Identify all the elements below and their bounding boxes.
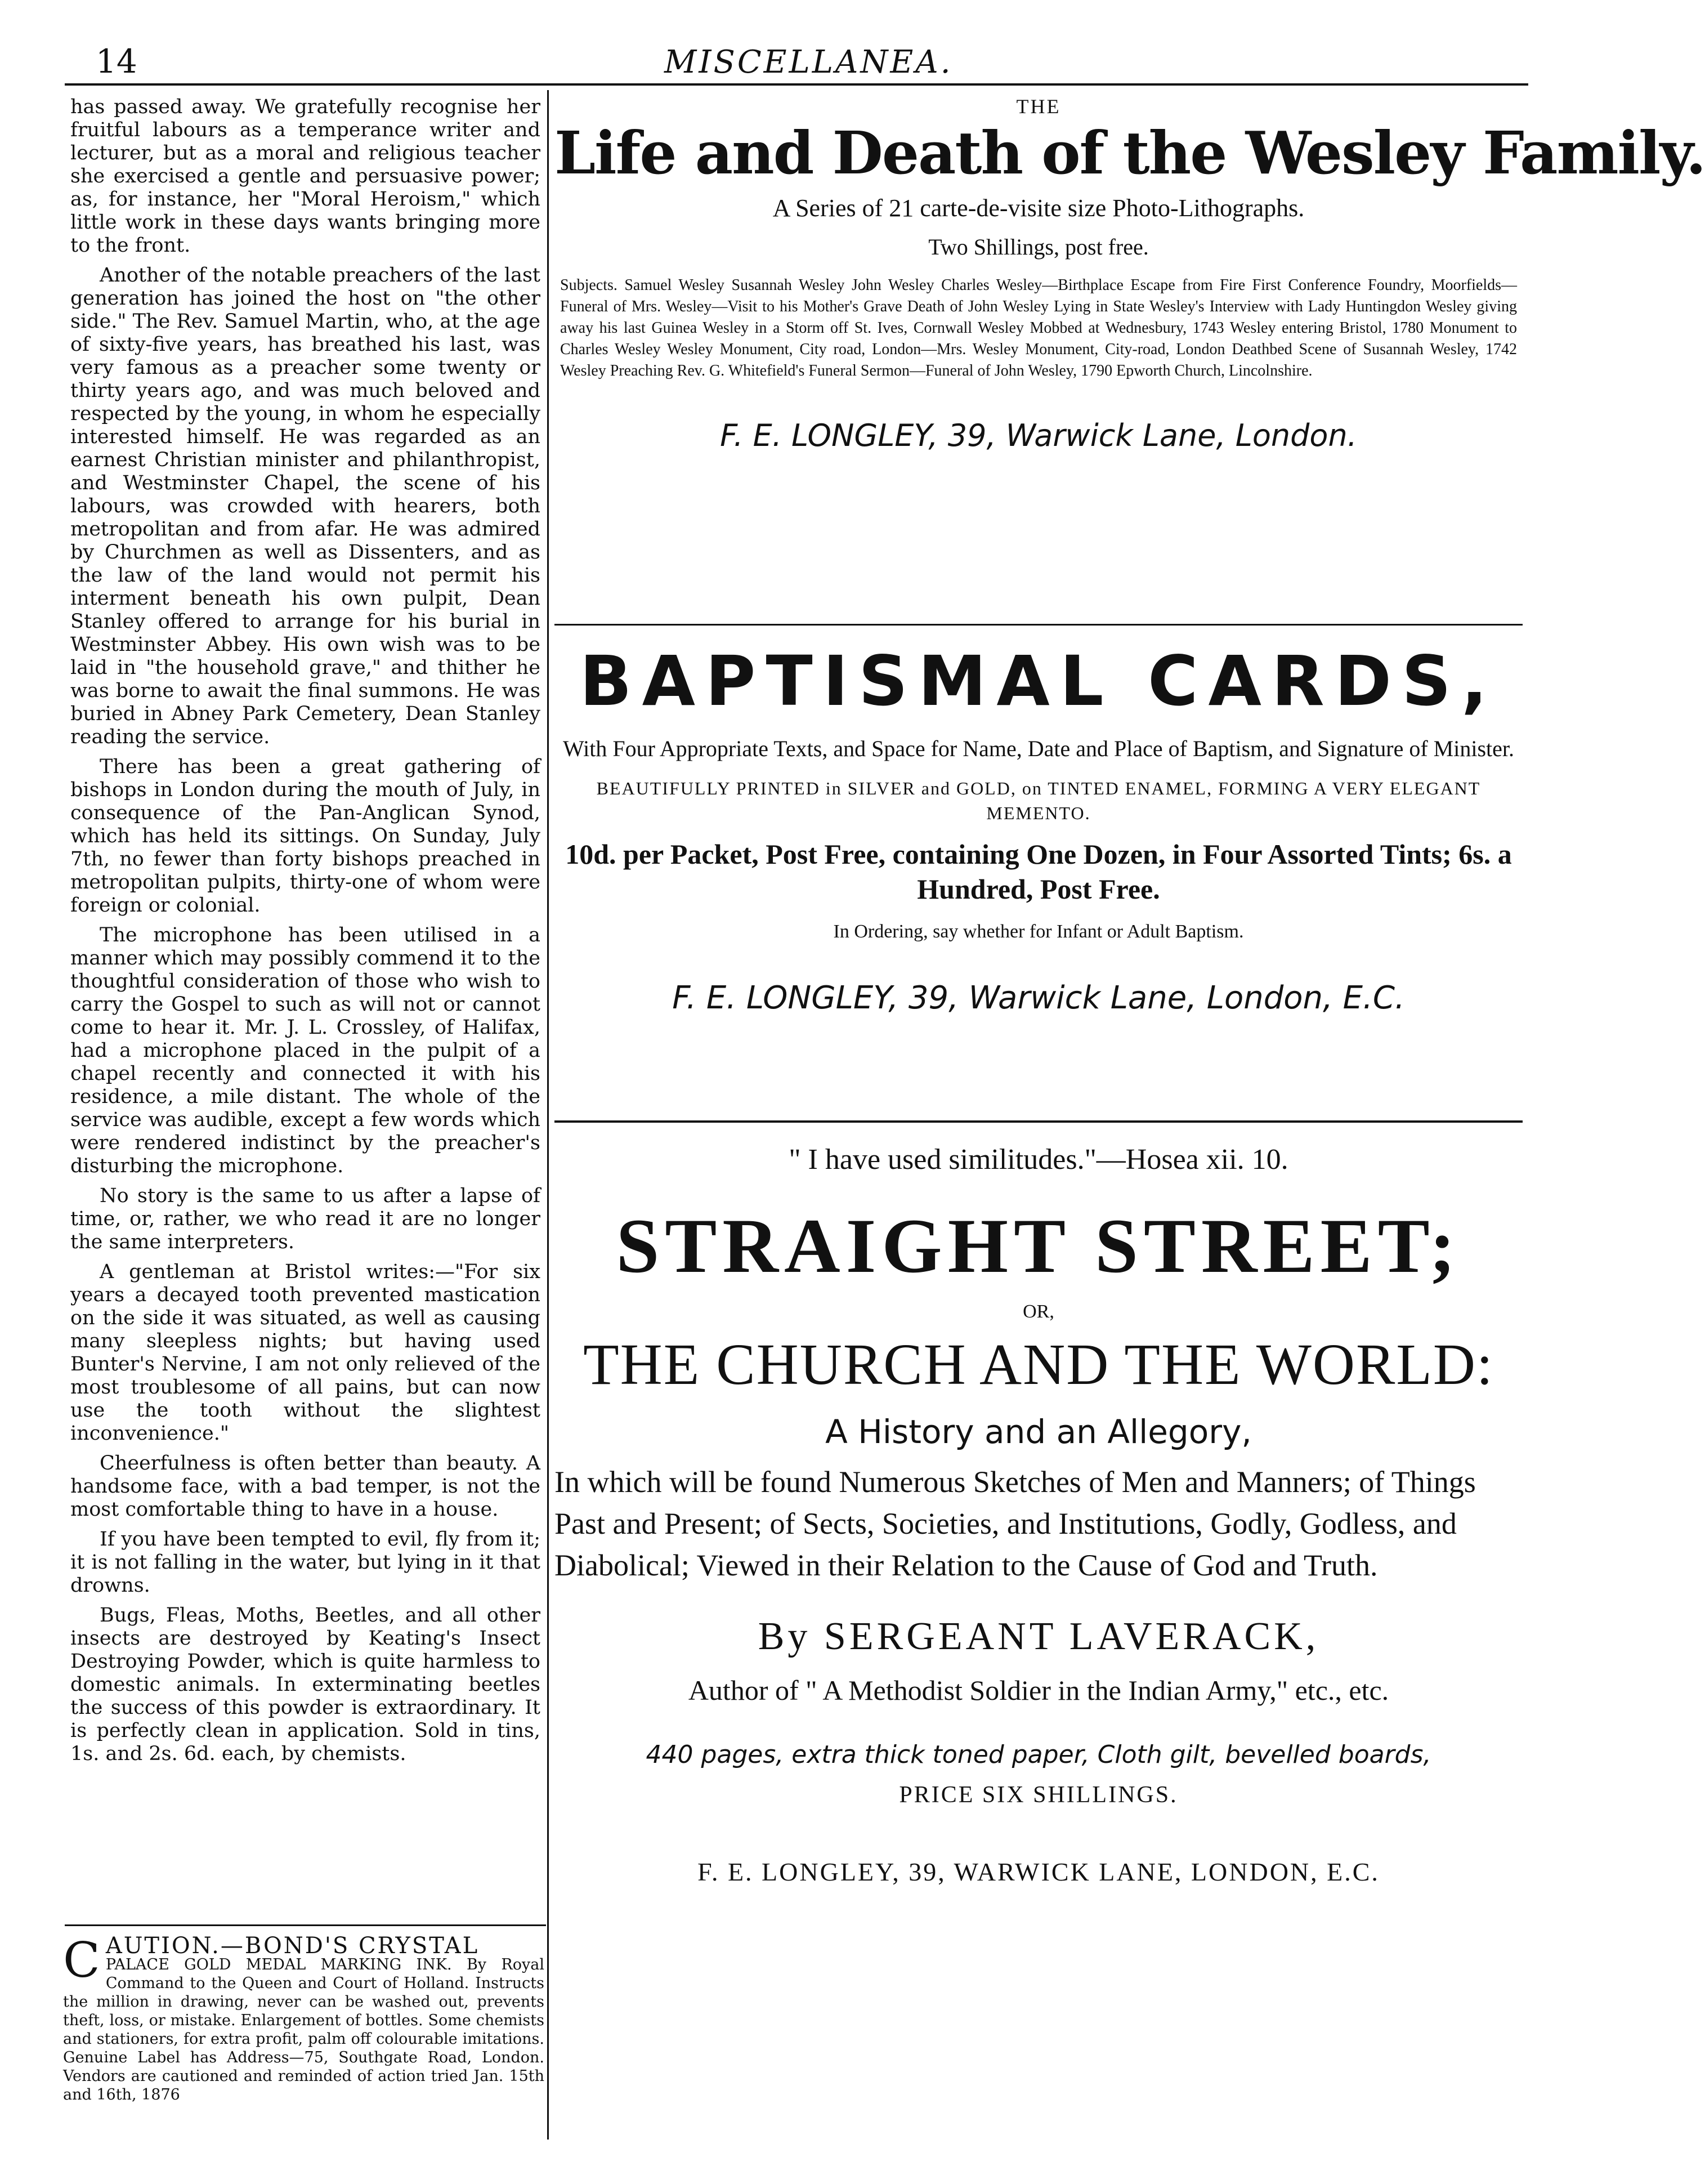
- paragraph-wesley-continuation: has passed away. We gratefully recognise her fruitful labours as a temperance writer and lecturer, but as a moral and religious teacher she exercised a gentle and persuasive power; as, for instance, her "Moral Heroism," which little work in these days wants bringing more to the front.: [70, 96, 540, 257]
- paragraph-cheerfulness: Cheerfulness is often better than beauty. A handsome face, with a bad temper, is not the most comfortable thing to have in a house.: [70, 1452, 540, 1521]
- straight-street-advertisement: [554, 1143, 1523, 1887]
- straight-street-price: PRICE SIX SHILLINGS.: [899, 1782, 1178, 1808]
- wesley-subtitle: A Series of 21 carte-de-visite size Photo-Lithographs.: [772, 194, 1305, 222]
- baptismal-price: 10d. per Packet, Post Free, containing One Dozen, in Four Assorted Tints; 6s. a Hundred, Post Free.: [565, 838, 1512, 905]
- straight-street-title: STRAIGHT STREET;: [616, 1203, 1461, 1289]
- wesley-advertisement: [554, 95, 1705, 453]
- baptismal-publisher: F. E. LONGLEY, 39, Warwick Lane, London, E.C.: [672, 980, 1405, 1016]
- paragraph-samuel-martin: Another of the notable preachers of the last generation has joined the host on "the other side." The Rev. Samuel Martin, who, at the age of sixty-five years, has breathed his last, was very famous as a preacher some twenty or thirty years ago, and was much beloved and respected by the young, in whom he especially interested himself. He was regarded as an earnest Christian minister and philanthropist, and Westminster Chapel, the scene of his labours, was crowded with hearers, both metropolitan and from afar. He was admired by Churchmen as well as Dissenters, and as the law of the land would not permit his interment beneath his own pulpit, Dean Stanley offered to arrange for his burial in Westminster Abbey. His own wish was to be laid in "the household grave," and thither he was borne to await the final summons. He was buried in Abney Park Cemetery, Dean Stanley reading the service.: [70, 264, 540, 748]
- straight-street-description: In which will be found Numerous Sketches of Men and Manners; of Things Past and Present; of Sects, Societies, and Institutions, Godly, Godless, and Diabolical; Viewed in their Relation to the Cause of God and Truth.: [554, 1465, 1476, 1582]
- baptismal-printing: BEAUTIFULLY PRINTED in SILVER and GOLD, on TINTED ENAMEL, FORMING A VERY ELEGANT MEMENTO.: [596, 778, 1481, 823]
- header-rule: [65, 83, 1528, 86]
- wesley-publisher: F. E. LONGLEY, 39, Warwick Lane, London.: [720, 418, 1357, 453]
- caution-advertisement: [63, 1932, 544, 2104]
- paragraph-temptation: If you have been tempted to evil, fly from it; it is not falling in the water, but lying in it that drowns.: [70, 1528, 540, 1597]
- running-title: MISCELLANEA.: [664, 44, 953, 81]
- caution-heading: AUTION.—BOND'S CRYSTAL: [105, 1933, 480, 1959]
- caution-body: PALACE GOLD MEDAL MARKING INK. By Royal Command to the Queen and Court of Holland. Instructs the million in drawing, never can be washed out, prevents theft, loss, or mistake. Enlargement of bottles. Some chemists and stationers, for extra profit, palm off colourable imitations. Genuine Label has Address—75, Southgate Road, London. Vendors are cautioned and reminded of action tried Jan. 15th and 16th, 1876: [63, 1956, 544, 2103]
- wesley-the: THE: [1016, 95, 1061, 118]
- rule-after-baptismal: [554, 1120, 1523, 1123]
- baptismal-ordering: In Ordering, say whether for Infant or Adult Baptism.: [833, 921, 1244, 942]
- straight-street-history: A History and an Allegory,: [825, 1413, 1252, 1451]
- caution-top-rule: [65, 1924, 546, 1926]
- straight-street-publisher: F. E. LONGLEY, 39, WARWICK LANE, LONDON, E.C.: [697, 1857, 1380, 1886]
- hosea-quote: " I have used similitudes."—Hosea xii. 10.: [789, 1144, 1288, 1176]
- straight-street-or: OR,: [1023, 1301, 1054, 1322]
- paragraph-microphone: The microphone has been utilised in a manner which may possibly commend it to the thoughtful consideration of those who wish to carry the Gospel to such as will not or cannot come to hear it. Mr. J. L. Crossley, of Halifax, had a microphone placed in the pulpit of a chapel recently and connected it with his residence, a mile distant. The whole of the service was audible, except a few words which were rendered indistinct by the preacher's disturbing the microphone.: [70, 924, 540, 1177]
- straight-street-author-of: Author of " A Methodist Soldier in the Indian Army," etc., etc.: [688, 1674, 1389, 1706]
- paragraph-keatings: Bugs, Fleas, Moths, Beetles, and all other insects are destroyed by Keating's Insect Destroying Powder, which is quite harmless to domestic animals. In exterminating beetles the success of this powder is extraordinary. It is perfectly clean in application. Sold in tins, 1s. and 2s. 6d. each, by chemists.: [70, 1604, 540, 1765]
- straight-street-author: By SERGEANT LAVERACK,: [758, 1615, 1319, 1658]
- baptismal-advertisement: [554, 636, 1523, 1016]
- straight-street-subtitle: THE CHURCH AND THE WORLD:: [583, 1332, 1494, 1397]
- wesley-price: Two Shillings, post free.: [928, 234, 1149, 260]
- rule-after-wesley: [554, 624, 1523, 626]
- paragraph-bishops: There has been a great gathering of bishops in London during the mouth of July, in consequence of the Pan-Anglican Synod, which has held its sittings. On Sunday, July 7th, no fewer than forty bishops preached in metropolitan pulpits, thirty-one of whom were foreign or colonial.: [70, 756, 540, 917]
- baptismal-title: BAPTISMAL CARDS,: [579, 641, 1498, 721]
- paragraph-bunters-nervine: A gentleman at Bristol writes:—"For six years a decayed tooth prevented mastication on the side it was situated, as well as causing many sleepless nights; but having used Bunter's Nervine, I am not only relieved of the most troublesome of all pains, but can now use the tooth without the slightest inconvenience.": [70, 1261, 540, 1445]
- left-column: [70, 96, 540, 1772]
- straight-street-pages: 440 pages, extra thick toned paper, Cloth gilt, bevelled boards,: [646, 1740, 1431, 1769]
- caution-initial: C: [63, 1932, 100, 1989]
- page-header: [0, 0, 1550, 84]
- column-divider: [547, 90, 549, 2140]
- wesley-title: Life and Death of the Wesley Family.: [554, 118, 1705, 187]
- wesley-subjects: Subjects. Samuel Wesley Susannah Wesley John Wesley Charles Wesley—Birthplace Escape from Fire First Conference Foundry, Moorfields—Funeral of Mrs. Wesley—Visit to his Mother's Grave Death of John Wesley Lying in State Wesley's Interview with Lady Huntingdon Wesley giving away his last Guinea Wesley in a Storm off St. Ives, Cornwall Wesley Mobbed at Wednesbury, 1743 Wesley entering Bristol, 1780 Monument to Charles Wesley Wesley Monument, City road, London—Mrs. Wesley Monument, City-road, London Deathbed Scene of Susannah Wesley, 1742 Wesley Preaching Rev. G. Whitefield's Funeral Sermon—Funeral of John Wesley, 1790 Epworth Church, Lincolnshire.: [560, 276, 1517, 379]
- page-number: 14: [96, 42, 137, 81]
- paragraph-story: No story is the same to us after a lapse of time, or, rather, we who read it are no longer the same interpreters.: [70, 1185, 540, 1253]
- baptismal-texts: With Four Appropriate Texts, and Space for Name, Date and Place of Baptism, and Signature of Minister.: [562, 736, 1515, 761]
